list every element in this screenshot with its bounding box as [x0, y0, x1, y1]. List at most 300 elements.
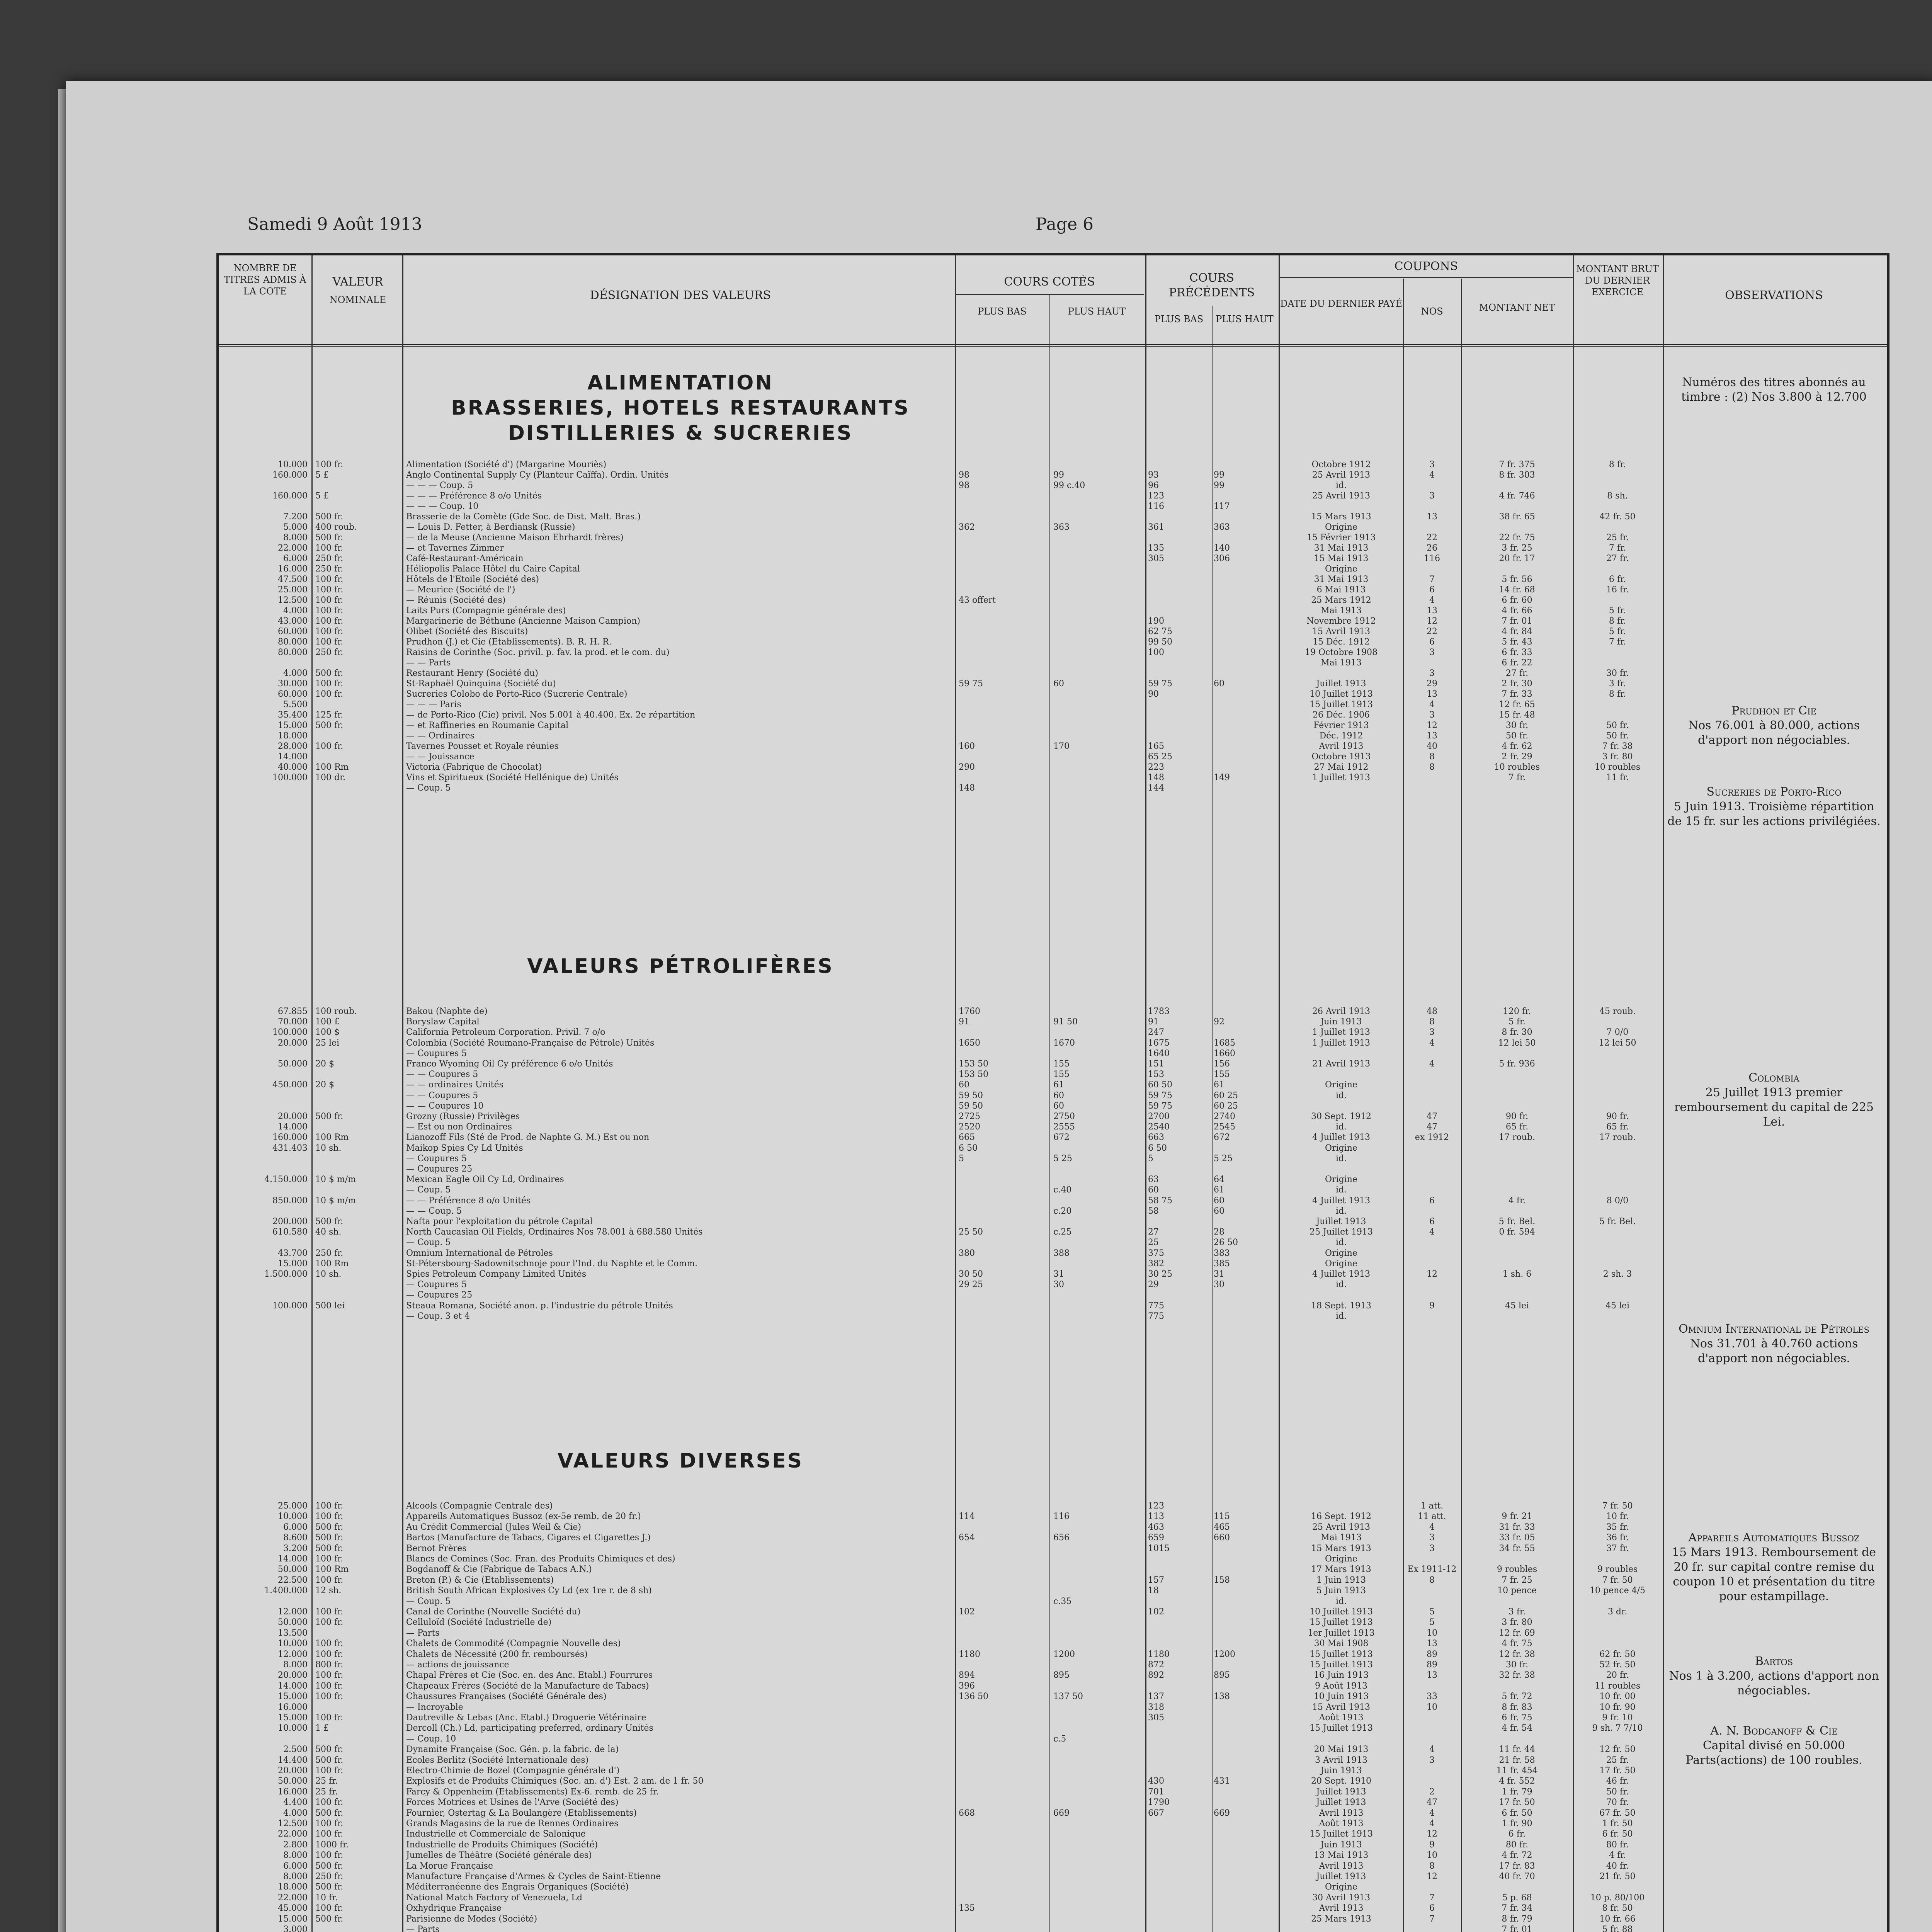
- cell-montant-brut: 67 fr. 50: [1599, 1808, 1636, 1818]
- table-row: [219, 1554, 1887, 1564]
- cell-prec-haut: 60: [1214, 679, 1225, 689]
- cell-prec-haut: 383: [1214, 1248, 1230, 1258]
- col-montant-brut: MONTANT BRUT DU DERNIER EXERCICE: [1576, 264, 1659, 298]
- cell-prec-haut: 30: [1214, 1280, 1225, 1290]
- cell-date-coupon: 20 Mai 1913: [1314, 1745, 1369, 1755]
- cell-nombre: 14.000: [278, 1681, 308, 1691]
- cell-coupon-no: 33: [1427, 1692, 1437, 1702]
- cell-montant-brut: 25 fr.: [1606, 1755, 1629, 1765]
- cell-nombre: 4.150.000: [264, 1175, 308, 1185]
- cell-coupon-no: 13: [1427, 1671, 1437, 1680]
- cell-montant-net: 120 fr.: [1503, 1007, 1531, 1016]
- table-row: [219, 1819, 1887, 1828]
- cell-valeur: 500 fr.: [315, 669, 344, 678]
- cell-montant-net: 6 fr. 60: [1502, 596, 1532, 605]
- cell-montant-brut: 7 fr. 38: [1602, 742, 1633, 751]
- cell-prec-haut: 1685: [1214, 1038, 1235, 1048]
- cell-date-coupon: 13 Mai 1913: [1314, 1851, 1369, 1861]
- table-row: [219, 554, 1887, 563]
- cell-valeur: 500 fr.: [315, 1808, 344, 1818]
- cell-montant-brut: 10 roubles: [1594, 763, 1641, 772]
- cell-date-coupon: 20 Sept. 1910: [1311, 1777, 1371, 1786]
- cell-designation: — — — Paris: [406, 700, 461, 709]
- cell-valeur: 500 fr.: [315, 1883, 344, 1892]
- cell-date-coupon: 10 Juillet 1913: [1310, 690, 1373, 699]
- cell-montant-brut: 12 fr. 50: [1599, 1745, 1636, 1755]
- cell-nombre: 100.000: [272, 1028, 308, 1037]
- cell-valeur: 100 fr.: [315, 1618, 344, 1628]
- cell-montant-brut: 10 fr. 00: [1599, 1692, 1636, 1702]
- cell-designation: Franco Wyoming Oil Cy préférence 6 o/o Unités: [406, 1060, 613, 1069]
- cell-coupon-no: 13: [1427, 606, 1437, 616]
- observation-omnium: [1666, 1322, 1882, 1366]
- cell-coupon-no: 12: [1427, 721, 1437, 730]
- cell-prec-bas: 6 50: [1148, 1143, 1167, 1153]
- cell-designation: — Parts: [406, 1925, 440, 1932]
- cell-designation: Héliopolis Palace Hôtel du Caire Capital: [406, 565, 580, 574]
- table-row: [219, 1756, 1887, 1765]
- cell-designation: — Incroyable: [406, 1702, 463, 1712]
- cell-designation: Brasserie de la Comète (Gde Soc. de Dist. Malt. Bras.): [406, 512, 641, 522]
- cell-montant-net: 80 fr.: [1505, 1840, 1529, 1850]
- cell-montant-brut: 45 roub.: [1599, 1007, 1636, 1016]
- cell-valeur: 100 fr.: [315, 627, 344, 636]
- table-row: [219, 784, 1887, 793]
- cell-montant-net: 8 fr. 30: [1502, 1028, 1532, 1037]
- cell-valeur: 100 £: [315, 1017, 340, 1027]
- cell-montant-brut: 50 fr.: [1606, 1787, 1629, 1797]
- cell-montant-net: 45 lei: [1505, 1301, 1529, 1311]
- cell-prec-bas: 116: [1148, 502, 1164, 511]
- cell-designation: Electro-Chimie de Bozel (Compagnie générale d'): [406, 1766, 620, 1776]
- cell-nombre: 12.000: [278, 1607, 308, 1617]
- cell-prec-bas: 63: [1148, 1175, 1159, 1185]
- cell-montant-brut: 11 roubles: [1594, 1681, 1641, 1691]
- observation-title: Appareils Automatiques Bussoz: [1688, 1531, 1860, 1544]
- cell-designation: Canal de Corinthe (Nouvelle Société du): [406, 1607, 581, 1617]
- table-row: [219, 1925, 1887, 1932]
- table-row: [219, 627, 1887, 636]
- cell-designation: — Coupures 5: [406, 1049, 467, 1058]
- cell-prec-haut: 138: [1214, 1692, 1230, 1702]
- cell-plus-haut: 1200: [1053, 1650, 1075, 1659]
- cell-nombre: 22.500: [278, 1575, 308, 1585]
- cell-nombre: 15.000: [278, 721, 308, 730]
- cell-designation: Sucreries Colobo de Porto-Rico (Sucrerie Centrale): [406, 690, 628, 699]
- table-row: [219, 1238, 1887, 1247]
- cell-date-coupon: Origine: [1325, 565, 1357, 574]
- col-observations: OBSERVATIONS: [1725, 289, 1823, 302]
- cell-nombre: 14.000: [278, 1122, 308, 1132]
- table-header: [219, 255, 1887, 347]
- cell-date-coupon: id.: [1335, 1154, 1347, 1163]
- cell-coupon-no: 4: [1429, 1808, 1435, 1818]
- cell-prec-bas: 96: [1148, 481, 1159, 490]
- cell-designation: — — — Préférence 8 o/o Unités: [406, 492, 542, 501]
- cell-nombre: 43.700: [278, 1248, 308, 1258]
- cell-plus-bas: 396: [959, 1681, 975, 1691]
- cell-plus-haut: 91 50: [1053, 1017, 1078, 1027]
- cell-nombre: 160.000: [272, 471, 308, 480]
- cell-montant-net: 1 sh. 6: [1502, 1270, 1532, 1279]
- cell-montant-brut: 20 fr.: [1606, 1671, 1629, 1680]
- cell-montant-net: 4 fr. 75: [1502, 1639, 1532, 1649]
- table-row: [219, 533, 1887, 543]
- table-row: [219, 502, 1887, 511]
- cell-designation: — Meurice (Société de l'): [406, 585, 515, 595]
- table-row: [219, 1872, 1887, 1881]
- cell-date-coupon: 16 Juin 1913: [1313, 1671, 1369, 1680]
- cell-date-coupon: 26 Avril 1913: [1312, 1007, 1370, 1016]
- cell-designation: Parisienne de Modes (Société): [406, 1914, 537, 1924]
- cell-date-coupon: 25 Avril 1913: [1312, 471, 1370, 480]
- cell-date-coupon: Juillet 1913: [1316, 1798, 1366, 1808]
- col-cours-precedents: COURS PRÉCÉDENTS: [1168, 271, 1255, 299]
- col-designation: DÉSIGNATION DES VALEURS: [590, 289, 771, 302]
- cell-coupon-no: 13: [1427, 690, 1437, 699]
- cell-coupon-no: 116: [1424, 554, 1440, 563]
- table-row: [219, 1301, 1887, 1311]
- table-row: [219, 1597, 1887, 1606]
- cell-prec-haut: 92: [1214, 1017, 1225, 1027]
- cell-prec-bas: 62 75: [1148, 627, 1172, 636]
- table-row: [219, 742, 1887, 751]
- cell-prec-bas: 91: [1148, 1017, 1159, 1027]
- cell-designation: Mexican Eagle Oil Cy Ld, Ordinaires: [406, 1175, 564, 1185]
- cell-date-coupon: 15 Mars 1913: [1311, 512, 1371, 522]
- cell-designation: — Coup. 5: [406, 1185, 451, 1195]
- cell-plus-bas: 6 50: [959, 1143, 978, 1153]
- cell-montant-net: 5 fr. 72: [1502, 1692, 1532, 1702]
- cell-coupon-no: 4: [1429, 1228, 1435, 1237]
- cell-designation: Steaua Romana, Société anon. p. l'industrie du pétrole Unités: [406, 1301, 673, 1311]
- col-nombre: NOMBRE DE TITRES ADMIS À LA COTE: [224, 263, 306, 297]
- cell-coupon-no: 3: [1429, 492, 1435, 501]
- cell-nombre: 160.000: [272, 1133, 308, 1143]
- observation-prudhon: [1666, 704, 1882, 748]
- cell-prec-bas: 123: [1148, 1502, 1164, 1511]
- cell-coupon-no: 11 att.: [1418, 1512, 1446, 1522]
- cell-date-coupon: 10 Juillet 1913: [1310, 1607, 1373, 1617]
- cell-designation: La Morue Française: [406, 1861, 493, 1871]
- cell-date-coupon: 15 Février 1913: [1306, 533, 1376, 543]
- cell-plus-haut: 388: [1053, 1248, 1070, 1258]
- cell-prec-bas: 30 25: [1148, 1270, 1172, 1279]
- cell-designation: — Coup. 5: [406, 784, 451, 793]
- cell-valeur: 500 fr.: [315, 1745, 344, 1755]
- cell-designation: — Louis D. Fetter, à Berdiansk (Russie): [406, 523, 575, 532]
- cell-prec-bas: 157: [1148, 1575, 1164, 1585]
- cell-montant-net: 17 fr. 50: [1499, 1798, 1535, 1808]
- cell-prec-bas: 151: [1148, 1060, 1164, 1069]
- cell-valeur: 25 fr.: [315, 1787, 338, 1797]
- cell-valeur: 250 fr.: [315, 1872, 344, 1881]
- cell-montant-net: 0 fr. 594: [1499, 1228, 1535, 1237]
- cell-valeur: 100 fr.: [315, 606, 344, 616]
- cell-designation: — — Jouissance: [406, 752, 474, 762]
- cell-montant-brut: 10 fr.: [1606, 1512, 1629, 1522]
- cell-valeur: 100 fr.: [315, 1512, 344, 1522]
- table-row: [219, 1060, 1887, 1069]
- cell-designation: Méditerranéenne des Engrais Organiques (Société): [406, 1883, 629, 1892]
- cell-coupon-no: 1 att.: [1420, 1502, 1444, 1511]
- table-row: [219, 1039, 1887, 1048]
- cell-coupon-no: 26: [1427, 544, 1437, 553]
- cell-montant-net: 12 fr. 38: [1499, 1650, 1535, 1659]
- cell-plus-bas: 362: [959, 523, 975, 532]
- cell-prec-haut: 158: [1214, 1575, 1230, 1585]
- cell-montant-net: 7 fr.: [1508, 773, 1526, 782]
- cell-prec-bas: 872: [1148, 1660, 1164, 1670]
- cell-designation: Hôtels de l'Etoile (Société des): [406, 575, 539, 584]
- cell-valeur: 500 fr.: [315, 1522, 344, 1532]
- cell-valeur: 10 $ m/m: [315, 1175, 356, 1185]
- cell-date-coupon: id.: [1335, 1091, 1347, 1100]
- cell-date-coupon: 31 Mai 1913: [1314, 575, 1369, 584]
- cell-designation: Appareils Automatiques Bussoz (ex-5e remb. de 20 fr.): [406, 1512, 641, 1522]
- cell-nombre: 35.400: [278, 711, 308, 720]
- cell-nombre: 10.000: [278, 1512, 308, 1522]
- cell-plus-haut: c.5: [1053, 1734, 1066, 1744]
- table-row: [219, 1512, 1887, 1521]
- table-row: [219, 1787, 1887, 1797]
- col-valeur: VALEUR: [332, 275, 383, 289]
- cell-valeur: 500 fr.: [315, 1755, 344, 1765]
- cell-coupon-no: 3: [1429, 711, 1435, 720]
- cell-date-coupon: id.: [1335, 1206, 1347, 1216]
- cell-montant-net: 12 lei 50: [1498, 1038, 1536, 1048]
- cell-plus-haut: c.35: [1053, 1597, 1072, 1606]
- cell-designation: — de la Meuse (Ancienne Maison Ehrhardt frères): [406, 533, 624, 543]
- cell-nombre: 2.800: [283, 1840, 308, 1850]
- cell-plus-haut: 2555: [1053, 1122, 1075, 1132]
- cell-nombre: 14.400: [278, 1755, 308, 1765]
- cell-prec-bas: 135: [1148, 544, 1164, 553]
- table-row: [219, 1270, 1887, 1279]
- cell-montant-net: 3 fr.: [1508, 1607, 1526, 1617]
- cell-nombre: 4.000: [283, 606, 308, 616]
- observation-text: 5 Juin 1913. Troisième répartition de 15 fr. sur les actions privilégiées.: [1667, 800, 1881, 828]
- cell-coupon-no: 40: [1427, 742, 1437, 751]
- table-row: [219, 1618, 1887, 1627]
- cell-nombre: 200.000: [272, 1217, 308, 1226]
- cell-prec-haut: 60 25: [1214, 1101, 1238, 1111]
- cell-coupon-no: 29: [1427, 679, 1437, 689]
- cell-date-coupon: 15 Juillet 1913: [1310, 1660, 1373, 1670]
- cell-prec-bas: 58 75: [1148, 1196, 1172, 1206]
- cell-montant-brut: 42 fr. 50: [1599, 512, 1636, 522]
- cell-plus-haut: 60: [1053, 1091, 1064, 1100]
- cell-plus-haut: c.25: [1053, 1228, 1072, 1237]
- table-row: [219, 1544, 1887, 1553]
- cell-coupon-no: 9: [1429, 1840, 1435, 1850]
- cell-prec-haut: 31: [1214, 1270, 1225, 1279]
- cell-montant-brut: 16 fr.: [1606, 585, 1629, 595]
- cell-date-coupon: Origine: [1325, 1248, 1357, 1258]
- cell-montant-net: 6 fr. 22: [1502, 658, 1532, 668]
- cell-prec-bas: 1790: [1148, 1798, 1170, 1808]
- cell-designation: Bogdanoff & Cie (Fabrique de Tabacs A.N.): [406, 1565, 592, 1575]
- cell-date-coupon: Juillet 1913: [1316, 1872, 1366, 1881]
- cell-montant-brut: 9 sh. 7 7/10: [1592, 1724, 1643, 1733]
- cell-coupon-no: 22: [1427, 533, 1437, 543]
- cell-designation: — et Tavernes Zimmer: [406, 544, 504, 553]
- cell-prec-bas: 90: [1148, 690, 1159, 699]
- cell-montant-brut: 3 dr.: [1607, 1607, 1628, 1617]
- col-plus-bas-prec: PLUS BAS: [1154, 314, 1204, 325]
- cell-prec-bas: 463: [1148, 1522, 1164, 1532]
- cell-nombre: 6.000: [283, 1522, 308, 1532]
- cell-montant-brut: 17 roub.: [1599, 1133, 1636, 1143]
- cell-plus-bas: 1650: [959, 1038, 980, 1048]
- cell-date-coupon: id.: [1335, 1311, 1347, 1321]
- observation-title: Bartos: [1755, 1655, 1793, 1668]
- cell-date-coupon: id.: [1335, 1280, 1347, 1290]
- table-row: [219, 1883, 1887, 1892]
- table-row: [219, 1280, 1887, 1289]
- cell-montant-net: 5 fr.: [1508, 1017, 1526, 1027]
- cell-nombre: 6.000: [283, 1861, 308, 1871]
- cell-coupon-no: 4: [1429, 1522, 1435, 1532]
- observation-text: Nos 1 à 3.200, actions d'apport non négociables.: [1669, 1669, 1879, 1697]
- cell-nombre: 8.000: [283, 533, 308, 543]
- cell-montant-net: 7 fr. 25: [1502, 1575, 1532, 1585]
- cell-nombre: 50.000: [278, 1777, 308, 1786]
- cell-nombre: 12.500: [278, 596, 308, 605]
- table-row: [219, 471, 1887, 480]
- cell-prec-haut: 2740: [1214, 1112, 1235, 1121]
- observation-colombia: [1666, 1071, 1882, 1129]
- cell-plus-haut: 116: [1053, 1512, 1070, 1522]
- cell-montant-net: 20 fr. 17: [1499, 554, 1535, 563]
- cell-montant-net: 31 fr. 33: [1499, 1522, 1535, 1532]
- cell-designation: Grands Magasins de la rue de Rennes Ordinaires: [406, 1819, 619, 1828]
- cell-prec-bas: 148: [1148, 773, 1164, 782]
- section-petroliferes: VALEURS PÉTROLIFÈRES: [527, 955, 834, 978]
- cell-plus-haut: 170: [1053, 742, 1070, 751]
- cell-prec-haut: 1660: [1214, 1049, 1235, 1058]
- col-date-coupon: DATE DU DERNIER PAYÉ: [1280, 298, 1402, 309]
- cell-designation: Alcools (Compagnie Centrale des): [406, 1502, 553, 1511]
- cell-valeur: 500 fr.: [315, 512, 344, 522]
- cell-date-coupon: 15 Juillet 1913: [1310, 1830, 1373, 1839]
- cell-montant-net: 10 pence: [1497, 1586, 1537, 1596]
- cell-coupon-no: 8: [1429, 752, 1435, 762]
- cell-nombre: 14.000: [278, 1554, 308, 1564]
- cell-date-coupon: id.: [1335, 481, 1347, 490]
- cell-date-coupon: Mai 1913: [1321, 1533, 1362, 1543]
- cell-valeur: 100 fr.: [315, 1830, 344, 1839]
- cell-date-coupon: 1 Juin 1913: [1316, 1575, 1366, 1585]
- cell-montant-brut: 3 fr. 80: [1602, 752, 1633, 762]
- cell-valeur: 20 $: [315, 1080, 334, 1090]
- cell-designation: — de Porto-Rico (Cie) privil. Nos 5.001 à 40.400. Ex. 2e répartition: [406, 711, 696, 720]
- cell-designation: British South African Explosives Cy Ld (ex 1re r. de 8 sh): [406, 1586, 652, 1596]
- cell-montant-brut: 9 roubles: [1597, 1565, 1638, 1575]
- cell-montant-brut: 11 fr.: [1606, 773, 1629, 782]
- table-row: [219, 1185, 1887, 1195]
- cell-nombre: 1.500.000: [264, 1270, 308, 1279]
- cell-plus-haut: 31: [1053, 1270, 1064, 1279]
- cell-designation: Oxhydrique Française: [406, 1904, 502, 1913]
- cell-coupon-no: 12: [1427, 1872, 1437, 1881]
- cell-coupon-no: 6: [1429, 585, 1435, 595]
- cell-nombre: 43.000: [278, 617, 308, 626]
- cell-prec-bas: 27: [1148, 1228, 1159, 1237]
- cell-prec-bas: 18: [1148, 1586, 1159, 1596]
- table-row: [219, 1915, 1887, 1924]
- cell-nombre: 160.000: [272, 492, 308, 501]
- cell-prec-bas: 113: [1148, 1512, 1164, 1522]
- cell-prec-bas: 1640: [1148, 1049, 1170, 1058]
- table-row: [219, 711, 1887, 720]
- table-row: [219, 1144, 1887, 1153]
- table-row: [219, 1217, 1887, 1226]
- cell-prec-haut: 363: [1214, 523, 1230, 532]
- cell-date-coupon: 9 Août 1913: [1315, 1681, 1368, 1691]
- cell-nombre: 10.000: [278, 460, 308, 469]
- cell-date-coupon: Origine: [1325, 1143, 1357, 1153]
- cell-montant-net: 4 fr.: [1508, 1196, 1526, 1206]
- cell-date-coupon: Avril 1913: [1319, 1808, 1364, 1818]
- observation-porto-rico: [1666, 785, 1882, 829]
- table-row: [219, 1207, 1887, 1216]
- cell-prec-bas: 659: [1148, 1533, 1164, 1543]
- cell-date-coupon: Juin 1913: [1320, 1766, 1362, 1776]
- cell-valeur: 500 fr.: [315, 1112, 344, 1121]
- table-row: [219, 1893, 1887, 1903]
- cell-montant-brut: 6 fr.: [1609, 575, 1626, 584]
- observation-bartos: [1666, 1654, 1882, 1698]
- cell-plus-haut: 99: [1053, 471, 1064, 480]
- section-alimentation: ALIMENTATION: [587, 371, 774, 395]
- cell-montant-net: 12 fr. 65: [1499, 700, 1535, 709]
- cell-prec-bas: 1180: [1148, 1650, 1170, 1659]
- table-row: [219, 492, 1887, 501]
- cell-prec-bas: 58: [1148, 1206, 1159, 1216]
- cell-nombre: 4.400: [283, 1798, 308, 1808]
- cell-prec-bas: 361: [1148, 523, 1164, 532]
- cell-coupon-no: 4: [1429, 471, 1435, 480]
- cell-montant-net: 8 fr. 79: [1502, 1914, 1532, 1924]
- cell-montant-brut: 5 fr.: [1609, 606, 1626, 616]
- cell-designation: Spies Petroleum Company Limited Unités: [406, 1270, 587, 1279]
- cell-plus-bas: 98: [959, 471, 969, 480]
- cell-coupon-no: Ex 1911-12: [1407, 1565, 1457, 1575]
- cell-valeur: 100 fr.: [315, 544, 344, 553]
- cell-montant-brut: 7 0/0: [1606, 1028, 1629, 1037]
- cell-nombre: 20.000: [278, 1671, 308, 1680]
- cell-plus-haut: 61: [1053, 1080, 1064, 1090]
- cell-montant-brut: 25 fr.: [1606, 533, 1629, 543]
- cell-nombre: 22.000: [278, 1830, 308, 1839]
- cell-prec-bas: 892: [1148, 1671, 1164, 1680]
- observation-text: Nos 31.701 à 40.760 actions d'apport non négociables.: [1690, 1337, 1858, 1365]
- cell-plus-bas: 135: [959, 1904, 975, 1913]
- cell-nombre: 8.000: [283, 1872, 308, 1881]
- cell-plus-haut: c.40: [1053, 1185, 1072, 1195]
- cell-montant-brut: 62 fr. 50: [1599, 1650, 1636, 1659]
- table-row: [219, 1102, 1887, 1111]
- table-row: [219, 1851, 1887, 1860]
- cell-designation: — — Coupures 10: [406, 1101, 484, 1111]
- cell-date-coupon: 25 Mars 1912: [1311, 596, 1371, 605]
- cell-date-coupon: 15 Juillet 1913: [1310, 1724, 1373, 1733]
- col-coupons: COUPONS: [1394, 260, 1458, 273]
- observation-timbre: Numéros des titres abonnés au timbre : (2) Nos 3.800 à 12.700: [1681, 376, 1867, 404]
- cell-prec-haut: 28: [1214, 1228, 1225, 1237]
- cell-designation: — Réunis (Société des): [406, 596, 506, 605]
